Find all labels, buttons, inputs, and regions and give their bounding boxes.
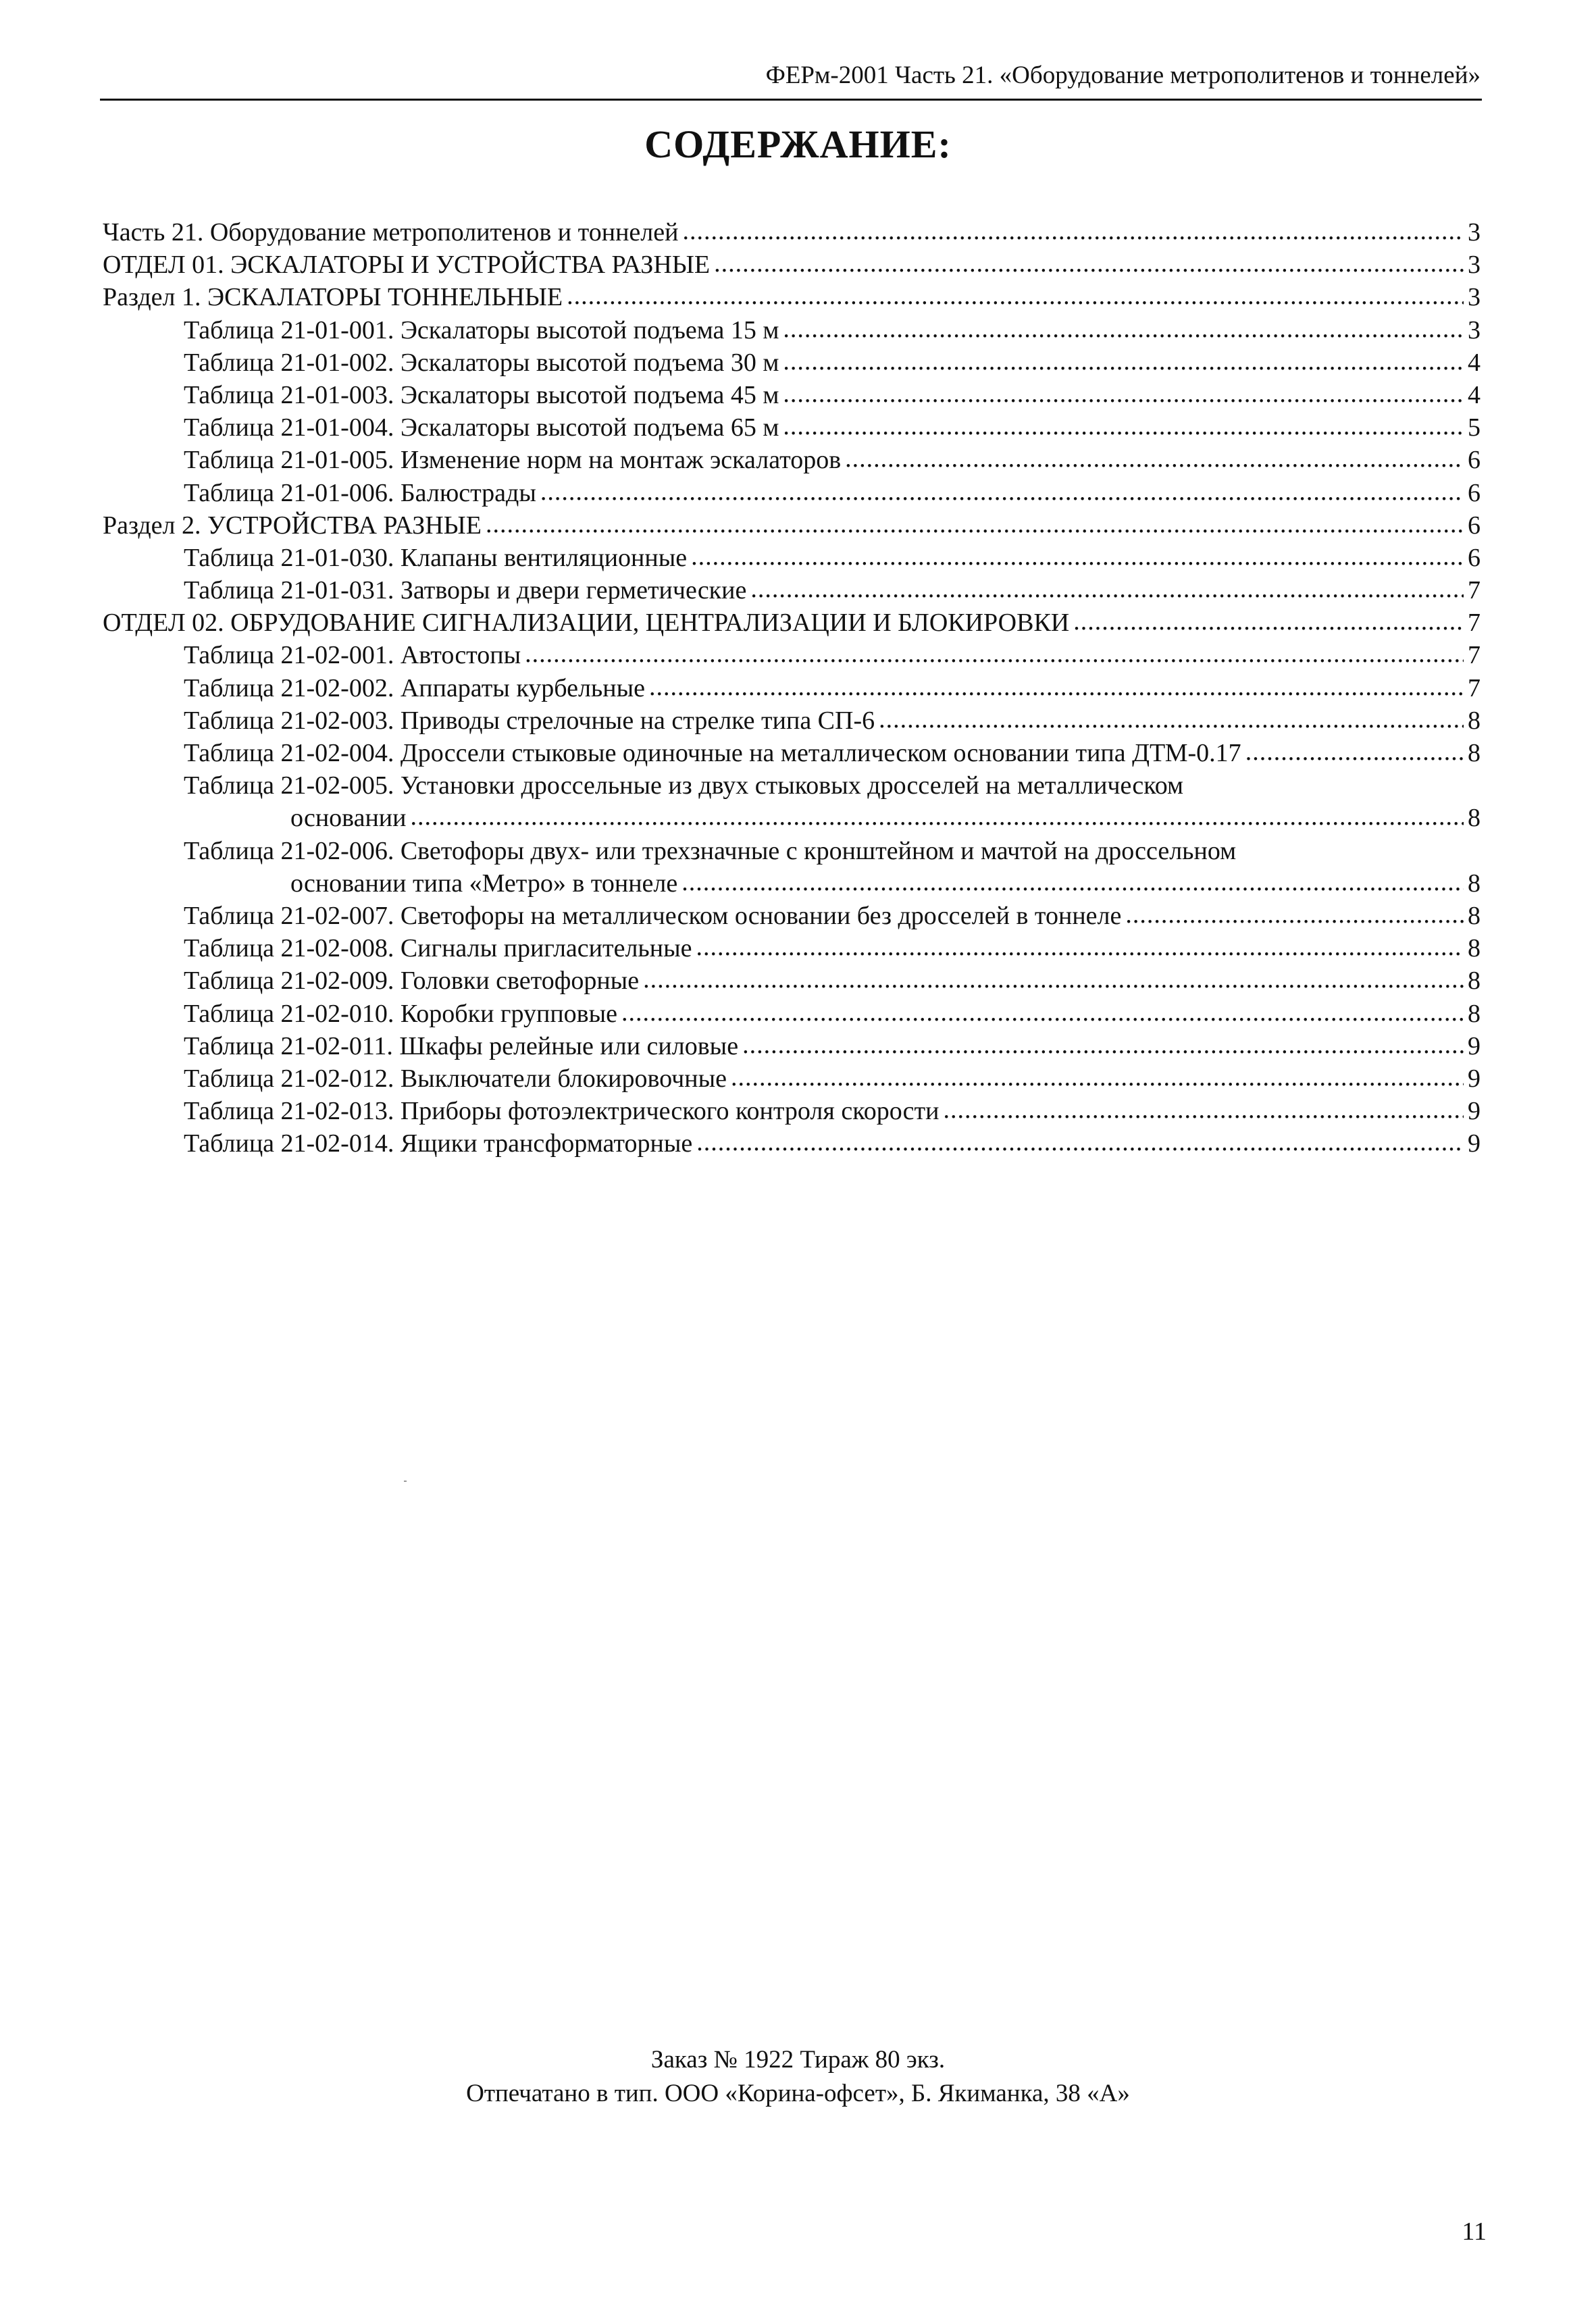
toc-entry-label: Часть 21. Оборудование метрополитенов и тоннелей xyxy=(103,218,679,247)
toc-entry-table-21-02-014[interactable] xyxy=(103,1127,1481,1160)
dot-leader xyxy=(567,280,1464,312)
toc-entry-table-21-01-030[interactable] xyxy=(103,542,1481,574)
toc-entry-table-21-01-004[interactable] xyxy=(103,411,1481,444)
dot-leader xyxy=(714,247,1464,280)
toc-entry-page: 5 xyxy=(1468,413,1481,442)
toc-entry-table-21-02-013[interactable] xyxy=(103,1095,1481,1127)
dot-leader xyxy=(783,378,1464,410)
toc-entry-label: Таблица 21-02-010. Коробки групповые xyxy=(184,999,618,1028)
toc-entry-page: 4 xyxy=(1468,348,1481,377)
toc-entry-page: 8 xyxy=(1468,934,1481,963)
toc-entry-table-21-02-005[interactable] xyxy=(103,769,1481,834)
toc-entry-table-21-02-009[interactable] xyxy=(103,965,1481,997)
toc-entry-page: 3 xyxy=(1468,218,1481,247)
toc-entry-page: 9 xyxy=(1468,1129,1481,1158)
toc-entry-label: Раздел 2. УСТРОЙСТВА РАЗНЫЕ xyxy=(103,511,482,540)
toc-entry-table-21-01-031[interactable] xyxy=(103,574,1481,607)
toc-entry-page: 7 xyxy=(1468,576,1481,605)
toc-entry-table-21-02-011[interactable] xyxy=(103,1030,1481,1062)
toc-entry-label: Таблица 21-01-004. Эскалаторы высотой подъема 65 м xyxy=(184,413,779,442)
toc-entry-table-21-02-003[interactable] xyxy=(103,704,1481,737)
imprint-footer xyxy=(0,2043,1596,2111)
toc-entry-page: 3 xyxy=(1468,315,1481,344)
toc-entry-label: Таблица 21-01-002. Эскалаторы высотой подъема 30 м xyxy=(184,348,779,377)
toc-entry-otdel-02[interactable] xyxy=(103,607,1481,639)
dot-leader xyxy=(879,703,1464,736)
toc-entry-page: 8 xyxy=(1468,706,1481,735)
toc-entry-page: 8 xyxy=(1468,869,1481,898)
toc-entry-label-continued: основании типа «Метро» в тоннеле xyxy=(290,869,678,898)
dot-leader xyxy=(525,638,1464,670)
toc-entry-label: Таблица 21-02-004. Дроссели стыковые одиночные на металлическом основании типа ДТМ-0.17 xyxy=(184,739,1241,767)
toc-entry-table-21-01-006[interactable] xyxy=(103,477,1481,509)
page-number: 11 xyxy=(1462,2217,1487,2246)
toc-entry-label: Таблица 21-02-006. Светофоры двух- или трехзначные с кронштейном и мачтой на дроссельном xyxy=(184,836,1237,865)
toc-entry-label: Таблица 21-01-005. Изменение норм на монтаж эскалаторов xyxy=(184,446,842,475)
toc-entry-page: 9 xyxy=(1468,1097,1481,1126)
dot-leader xyxy=(1125,898,1464,931)
toc-entry-table-21-02-007[interactable] xyxy=(103,900,1481,932)
toc-entry-label: Таблица 21-02-009. Головки светофорные xyxy=(184,967,640,996)
toc-entry-table-21-01-002[interactable] xyxy=(103,346,1481,379)
toc-entry-page: 8 xyxy=(1468,901,1481,930)
toc-entry-table-21-02-006[interactable] xyxy=(103,835,1481,900)
dot-leader xyxy=(486,508,1464,540)
running-header xyxy=(100,57,1482,101)
table-of-contents xyxy=(103,216,1481,1160)
dot-leader xyxy=(845,442,1464,475)
toc-entry-label: Таблица 21-01-001. Эскалаторы высотой подъема 15 м xyxy=(184,315,779,344)
toc-entry-label: Таблица 21-02-011. Шкафы релейные или силовые xyxy=(184,1031,739,1060)
toc-entry-table-21-02-004[interactable] xyxy=(103,737,1481,769)
toc-entry-continuation xyxy=(184,802,1481,834)
toc-entry-label: Раздел 1. ЭСКАЛАТОРЫ ТОННЕЛЬНЫЕ xyxy=(103,283,563,312)
toc-entry-label: Таблица 21-02-002. Аппараты курбельные xyxy=(184,673,645,702)
dot-leader xyxy=(731,1061,1464,1094)
dot-leader xyxy=(696,931,1464,963)
imprint-printer-line: Отпечатано в тип. ООО «Корина-офсет», Б. Якиманка, 38 «А» xyxy=(466,2080,1130,2107)
toc-entry-table-21-02-008[interactable] xyxy=(103,932,1481,965)
toc-entry-label: Таблица 21-01-030. Клапаны вентиляционные xyxy=(184,543,688,572)
toc-entry-page: 6 xyxy=(1468,511,1481,540)
toc-entry-page: 8 xyxy=(1468,804,1481,833)
imprint-order-line: Заказ № 1922 Тираж 80 экз. xyxy=(650,2046,946,2074)
toc-entry-label: Таблица 21-02-001. Автостопы xyxy=(184,641,521,670)
toc-entry-label: Таблица 21-01-031. Затворы и двери герметические xyxy=(184,576,747,605)
page-title: СОДЕРЖАНИЕ: xyxy=(644,122,952,166)
dot-leader xyxy=(410,800,1464,833)
toc-entry-label: ОТДЕЛ 02. ОБРУДОВАНИЕ СИГНАЛИЗАЦИИ, ЦЕНТРАЛИЗАЦИИ И БЛОКИРОВКИ xyxy=(103,609,1070,638)
toc-entry-otdel-01[interactable] xyxy=(103,249,1481,281)
scan-speck xyxy=(404,1481,407,1482)
toc-entry-page: 8 xyxy=(1468,967,1481,996)
toc-entry-page: 7 xyxy=(1468,673,1481,702)
dot-leader xyxy=(783,345,1464,378)
toc-entry-page: 6 xyxy=(1468,543,1481,572)
toc-entry-page: 3 xyxy=(1468,283,1481,312)
toc-entry-page: 9 xyxy=(1468,1064,1481,1093)
toc-entry-label: Таблица 21-01-003. Эскалаторы высотой подъема 45 м xyxy=(184,380,779,409)
toc-entry-label: Таблица 21-02-003. Приводы стрелочные на стрелке типа СП-6 xyxy=(184,706,875,735)
dot-leader xyxy=(742,1029,1464,1061)
toc-entry-table-21-01-003[interactable] xyxy=(103,379,1481,411)
toc-entry-label: Таблица 21-02-013. Приборы фотоэлектрического контроля скорости xyxy=(184,1097,939,1126)
dot-leader xyxy=(943,1094,1464,1126)
toc-entry-label: Таблица 21-02-014. Ящики трансформаторные xyxy=(184,1129,693,1158)
toc-entry-page: 4 xyxy=(1468,380,1481,409)
toc-entry-razdel-2[interactable] xyxy=(103,509,1481,542)
dot-leader xyxy=(691,540,1464,573)
dot-leader xyxy=(783,313,1464,345)
toc-entry-table-21-02-010[interactable] xyxy=(103,998,1481,1030)
dot-leader xyxy=(1245,736,1464,768)
toc-entry-table-21-01-001[interactable] xyxy=(103,314,1481,346)
dot-leader xyxy=(540,475,1464,508)
toc-entry-page: 8 xyxy=(1468,999,1481,1028)
toc-entry-page: 6 xyxy=(1468,446,1481,475)
dot-leader xyxy=(750,573,1464,605)
toc-entry-page: 6 xyxy=(1468,478,1481,507)
toc-entry-label-continued: основании xyxy=(290,804,407,833)
toc-entry-part-21[interactable] xyxy=(103,216,1481,249)
running-title: ФЕРм-2001 Часть 21. «Оборудование метрополитенов и тоннелей» xyxy=(765,61,1481,89)
toc-entry-razdel-1[interactable] xyxy=(103,281,1481,313)
toc-entry-label: ОТДЕЛ 01. ЭСКАЛАТОРЫ И УСТРОЙСТВА РАЗНЫЕ xyxy=(103,251,711,280)
dot-leader xyxy=(682,215,1464,247)
dot-leader xyxy=(681,866,1464,898)
dot-leader xyxy=(649,671,1464,703)
dot-leader xyxy=(1073,605,1464,638)
toc-entry-table-21-02-012[interactable] xyxy=(103,1062,1481,1095)
toc-entry-label: Таблица 21-02-012. Выключатели блокировочные xyxy=(184,1064,727,1093)
dot-leader xyxy=(621,996,1464,1029)
dot-leader xyxy=(643,963,1464,996)
toc-entry-label: Таблица 21-01-006. Балюстрады xyxy=(184,478,536,507)
toc-entry-label: Таблица 21-02-008. Сигналы пригласительные xyxy=(184,934,692,963)
toc-entry-label: Таблица 21-02-007. Светофоры на металлическом основании без дросселей в тоннеле xyxy=(184,901,1122,930)
dot-leader xyxy=(783,410,1464,442)
toc-entry-page: 7 xyxy=(1468,641,1481,670)
toc-entry-page: 9 xyxy=(1468,1031,1481,1060)
toc-entry-table-21-02-001[interactable] xyxy=(103,639,1481,671)
toc-entry-page: 7 xyxy=(1468,609,1481,638)
toc-entry-label: Таблица 21-02-005. Установки дроссельные из двух стыковых дросселей на металлическом xyxy=(184,771,1184,800)
toc-entry-table-21-01-005[interactable] xyxy=(103,444,1481,476)
toc-entry-continuation xyxy=(184,867,1481,900)
toc-entry-page: 8 xyxy=(1468,739,1481,767)
toc-entry-page: 3 xyxy=(1468,251,1481,280)
dot-leader xyxy=(696,1126,1464,1158)
toc-entry-table-21-02-002[interactable] xyxy=(103,672,1481,704)
